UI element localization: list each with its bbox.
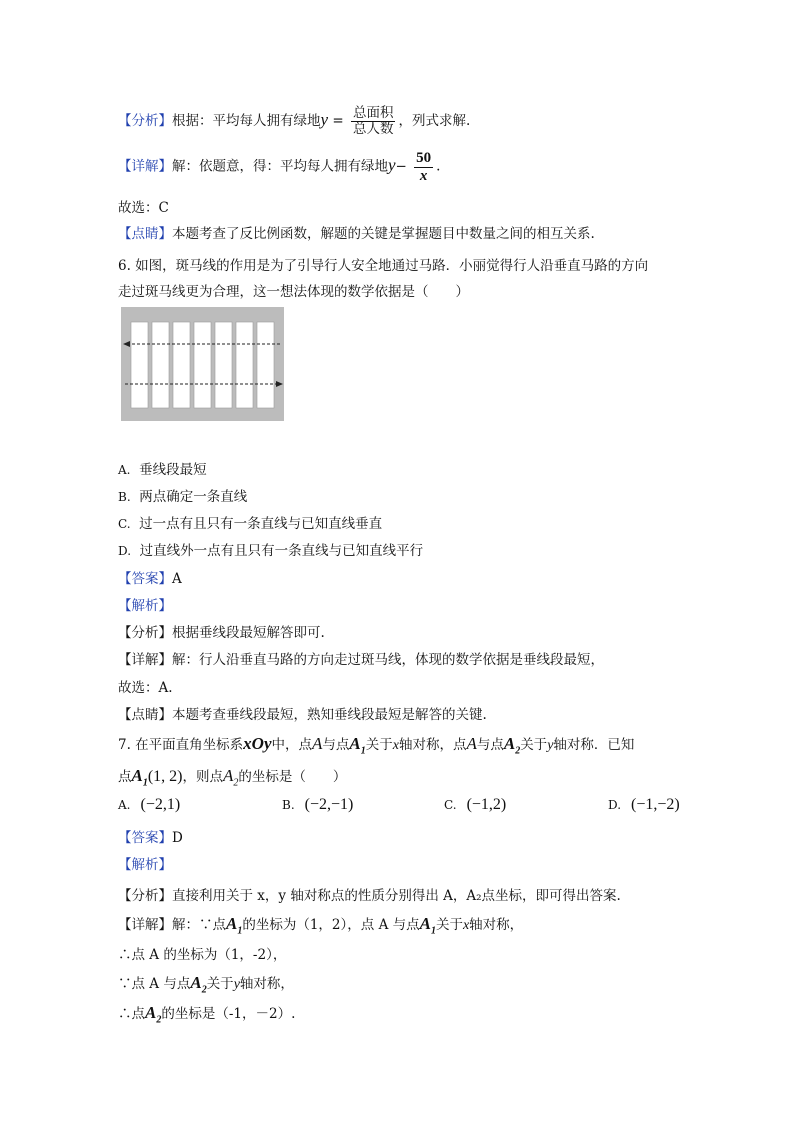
point-a1 bbox=[419, 914, 436, 937]
subscript: 2 bbox=[156, 1014, 162, 1026]
option-text: (−1,−2) bbox=[631, 796, 680, 813]
q6-stem-line-2: 走过斑马线更为合理，这一想法体现的数学依据是（ ） bbox=[118, 284, 469, 300]
q6-option-b bbox=[118, 485, 247, 505]
point-a: A bbox=[312, 734, 323, 753]
q7-text: 与点 bbox=[476, 737, 504, 753]
subscript: 2 bbox=[515, 745, 521, 757]
stripe bbox=[173, 322, 190, 408]
q7-text: ，则点 bbox=[182, 769, 223, 785]
q6-xiangjie bbox=[118, 648, 604, 668]
q6-option-a bbox=[118, 458, 207, 478]
answer-text: A bbox=[172, 571, 182, 587]
var-y: y bbox=[320, 109, 329, 129]
analysis-tail: ，列式求解. bbox=[398, 112, 471, 129]
stripe bbox=[131, 322, 148, 408]
point-a2-letter: A bbox=[145, 1003, 157, 1022]
a1-coordinates: (1, 2) bbox=[147, 768, 183, 785]
q6-fenxi bbox=[118, 621, 325, 641]
option-letter: B. bbox=[282, 798, 295, 812]
fenxi-tag: 【分析】 bbox=[118, 625, 172, 641]
detail-text: 解：依题意，得：平均每人拥有绿地 bbox=[172, 158, 388, 175]
option-text: 两点确定一条直线 bbox=[139, 489, 248, 505]
q7-text: 轴对称，点 bbox=[398, 737, 467, 753]
fraction-denominator: 总人数 bbox=[352, 120, 394, 137]
q6-stem-line-1: 6. 如图，斑马线的作用是为了引导行人安全地通过马路．小丽觉得行人沿垂直马路的方向 bbox=[118, 258, 649, 274]
equals-sign: = bbox=[332, 112, 344, 129]
point-a: A bbox=[466, 734, 477, 753]
q7-option-b bbox=[282, 796, 353, 814]
xiangjie-text: 轴对称， bbox=[469, 917, 524, 933]
subscript: 1 bbox=[360, 745, 366, 757]
stripe bbox=[257, 322, 274, 408]
analysis-line-1 bbox=[118, 106, 470, 137]
option-letter: C. bbox=[118, 517, 131, 531]
step-text: 的坐标是（-1，－2）. bbox=[161, 1006, 296, 1022]
option-text: 垂线段最短 bbox=[139, 462, 207, 478]
point-a1-letter: A bbox=[349, 734, 361, 753]
q7-stem-line-1 bbox=[118, 733, 634, 756]
option-letter: D. bbox=[608, 798, 622, 812]
comment-text: 本题考查了反比例函数，解题的关键是掌握题目中数量之间的相互关系. bbox=[172, 226, 595, 242]
q6-option-d bbox=[118, 539, 423, 559]
option-letter: D. bbox=[118, 544, 132, 558]
fenxi-text: 根据垂线段最短解答即可. bbox=[172, 625, 325, 641]
step-text: ∵点 A 与点 bbox=[118, 976, 191, 992]
option-text: 过直线外一点有且只有一条直线与已知直线平行 bbox=[139, 543, 424, 559]
detail-tail: . bbox=[436, 158, 441, 175]
subscript: 2 bbox=[201, 984, 207, 996]
q7-option-c bbox=[444, 796, 506, 814]
xiangjie-tag: 【详解】 bbox=[118, 652, 172, 668]
stripe bbox=[194, 322, 211, 408]
option-text: 过一点有且只有一条直线与已知直线垂直 bbox=[139, 516, 383, 532]
step-text: ∴点 bbox=[118, 1006, 145, 1022]
option-letter: A. bbox=[118, 463, 131, 477]
fenxi-tag: 【分析】 bbox=[118, 888, 172, 904]
option-letter: A. bbox=[118, 798, 131, 812]
comment-tag: 【点睛】 bbox=[118, 226, 172, 242]
q6-option-c bbox=[118, 512, 382, 532]
point-a1 bbox=[226, 914, 243, 937]
analysis-heading-tag: 【解析】 bbox=[118, 598, 172, 614]
q7-option-d bbox=[608, 796, 680, 814]
step-text: 轴对称， bbox=[239, 976, 294, 992]
fraction-denominator: x bbox=[419, 167, 428, 184]
q7-text: 的坐标是（ ） bbox=[238, 769, 347, 785]
comment-line-1 bbox=[118, 222, 595, 242]
var-y: y bbox=[547, 738, 554, 753]
var-x: x bbox=[462, 918, 470, 933]
fenxi-text: 直接利用关于 x，y 轴对称点的性质分别得出 A，A₂点坐标，即可得出答案. bbox=[172, 888, 621, 904]
q7-pre: 7. 在平面直角坐标系 bbox=[118, 737, 244, 753]
dianjing-tag: 【点睛】 bbox=[118, 707, 172, 723]
subscript: 1 bbox=[142, 777, 148, 789]
xiangjie-tag: 【详解】 bbox=[118, 917, 172, 933]
option-letter: B. bbox=[118, 490, 131, 504]
option-text: (−2,1) bbox=[140, 796, 181, 813]
q6-guxuan: 故选：A. bbox=[118, 680, 173, 696]
stripe bbox=[215, 322, 232, 408]
q7-step-3 bbox=[118, 1002, 295, 1025]
q7-text: 点 bbox=[118, 769, 132, 785]
detail-line-1 bbox=[118, 150, 440, 184]
xiangjie-text: 解：∵点 bbox=[172, 917, 226, 933]
step-text: 关于 bbox=[206, 976, 234, 992]
stripe bbox=[152, 322, 169, 408]
q7-text: 轴对称．已知 bbox=[553, 737, 635, 753]
xiangjie-text: 的坐标为（1，2），点 A 与点 bbox=[242, 917, 420, 933]
xiangjie-text: 关于 bbox=[435, 917, 463, 933]
q6-dianjing bbox=[118, 703, 487, 723]
q7-answer bbox=[118, 826, 183, 846]
q7-xiangjie bbox=[118, 913, 523, 936]
q7-fenxi bbox=[118, 884, 621, 904]
q7-text: 关于 bbox=[520, 737, 548, 753]
point-a2-letter: A bbox=[190, 973, 202, 992]
option-text: (−2,−1) bbox=[304, 796, 354, 813]
fraction-numerator: 总面积 bbox=[352, 105, 394, 121]
option-letter: C. bbox=[444, 798, 457, 812]
analysis-heading-tag: 【解析】 bbox=[118, 857, 172, 873]
answer-tag: 【答案】 bbox=[118, 571, 172, 587]
point-a1 bbox=[131, 766, 148, 789]
q7-text: 关于 bbox=[365, 737, 393, 753]
coord-system: xOy bbox=[243, 734, 272, 753]
fraction-numerator: 50 bbox=[416, 150, 432, 166]
q7-step-1: ∴点 A 的坐标为（1，-2）， bbox=[118, 947, 287, 963]
q7-text: 与点 bbox=[322, 737, 350, 753]
point-a2-letter: A bbox=[503, 734, 516, 753]
detail-tag: 【详解】 bbox=[118, 158, 172, 175]
fifty-over-x-fraction bbox=[414, 150, 433, 184]
point-a1-letter: A bbox=[226, 914, 238, 933]
var-y: y bbox=[233, 977, 240, 992]
var-x: x bbox=[392, 738, 399, 753]
q7-text: 中，点 bbox=[271, 737, 312, 753]
point-a2 bbox=[145, 1003, 162, 1026]
q7-option-a bbox=[118, 796, 180, 814]
point-a1-letter: A bbox=[131, 766, 143, 785]
area-fraction bbox=[351, 106, 396, 137]
point-a1-letter: A bbox=[419, 914, 431, 933]
dianjing-text: 本题考查垂线段最短，熟知垂线段最短是解答的关键. bbox=[172, 707, 487, 723]
answer-tag: 【答案】 bbox=[118, 830, 172, 846]
subscript: 2 bbox=[233, 777, 239, 789]
zebra-stripes bbox=[131, 322, 274, 408]
analysis-tag: 【分析】 bbox=[118, 112, 172, 129]
point-a2 bbox=[223, 766, 239, 789]
option-text: (−1,2) bbox=[466, 796, 507, 813]
point-a2-letter: A bbox=[223, 766, 234, 785]
point-a2 bbox=[503, 734, 521, 757]
point-a1 bbox=[349, 734, 366, 757]
stripe bbox=[236, 322, 253, 408]
minus-sign: − bbox=[395, 158, 407, 175]
subscript: 1 bbox=[430, 925, 436, 937]
q7-stem-line-2 bbox=[118, 765, 346, 788]
zebra-crossing-figure bbox=[121, 307, 284, 421]
q6-answer bbox=[118, 567, 182, 587]
var-y: y bbox=[388, 155, 396, 175]
subscript: 1 bbox=[237, 925, 243, 937]
q6-analysis-heading bbox=[118, 594, 172, 614]
analysis-text: 根据：平均每人拥有绿地 bbox=[172, 112, 321, 129]
answer-text: D bbox=[172, 830, 183, 846]
q7-analysis-heading bbox=[118, 853, 172, 873]
xiangjie-text: 解：行人沿垂直马路的方向走过斑马线，体现的数学依据是垂线段最短， bbox=[172, 652, 604, 668]
choose-c: 故选：C bbox=[118, 200, 169, 216]
point-a2 bbox=[190, 973, 207, 996]
q7-step-2 bbox=[118, 972, 294, 995]
